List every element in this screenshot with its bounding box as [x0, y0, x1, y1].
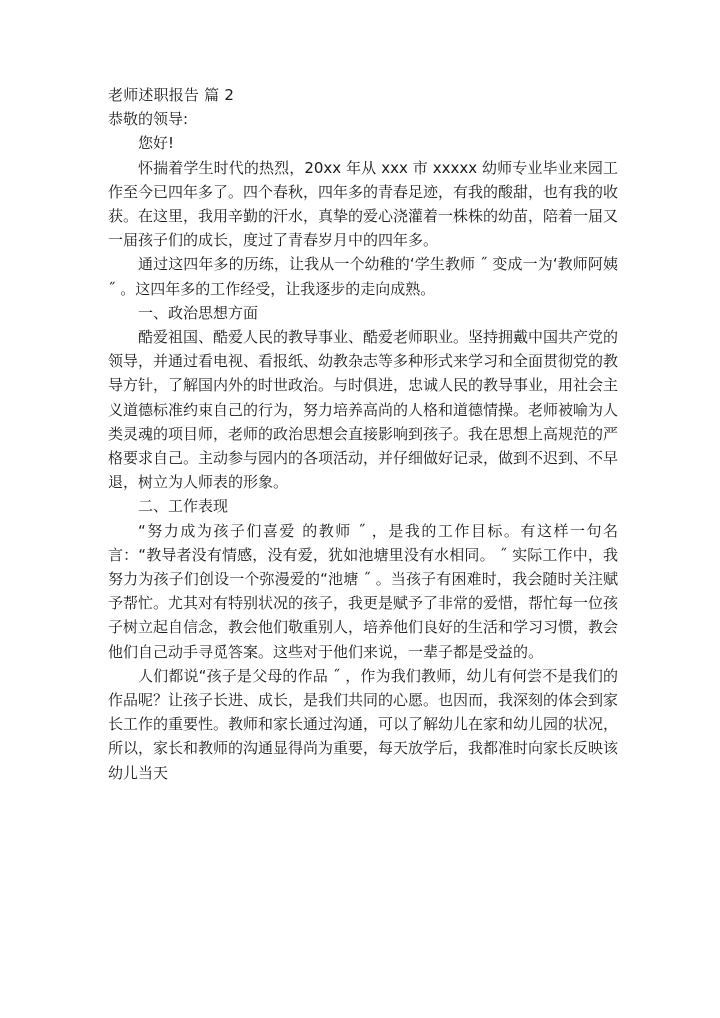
document-page [108, 83, 618, 785]
document-title: 老师述职报告 篇 2 [108, 86, 235, 104]
salutation: 恭敬的领导: [108, 110, 189, 129]
paragraph-politics: 酷爱祖国、酷爱人民的教导事业、酷爱老师职业。坚持拥戴中国共产党的领导，并通过看电视、看报纸、幼教杂志等多种形式来学习和全面贯彻党的教导方针，了解国内外的时世政治。与时俱进，忠诚人民的教导事业，用社会主义道德标准约束自己的行为，努力培养高尚的人格和道德情操。老师被喻为人类灵魂的项目师，老师的政治思想会直接影响到孩子。我在思想上高规范的严格要求自己。主动参与园内的各项活动，并仔细做好记录，做到不迟到、不早退，树立为人师表的形象。 [108, 328, 619, 492]
section-heading-politics: 一、政治思想方面 [138, 303, 259, 322]
paragraph-intro-2: 通过这四年多的历练，让我从一个幼稚的‘学生教师 ˝ 变成一为‘教师阿姨 ˝ 。这四年多的工作经受，让我逐步的走向成熟。 [108, 255, 618, 298]
paragraph-work-2: 人们都说“孩子是父母的作品 ˝ ，作为我们教师，幼儿有何尝不是我们的作品呢？让孩子长进、成长，是我们共同的心愿。也因而，我深刻的体会到家长工作的重要性。教师和家长通过沟通，可以了解幼儿在家和幼儿园的状况，所以，家长和教师的沟通显得尚为重要，每天放学后，我都准时向家长反映该幼儿当天 [108, 666, 619, 782]
greeting: 您好! [138, 134, 175, 153]
section-heading-work: 二、工作表现 [138, 497, 229, 516]
paragraph-intro-1: 怀揣着学生时代的热烈，20xx 年从 xxx 市 xxxxx 幼师专业毕业来园工作至今已四年多了。四个春秋，四年多的青春足迹，有我的酸甜，也有我的收获。在这里，我用辛勤的汗水，真挚的爱心浇灌着一株株的幼苗，陪着一届又一届孩子们的成长，度过了青春岁月中的四年多。 [108, 158, 619, 250]
paragraph-work-1: “努力成为孩子们喜爱 的教师 ˝ ，是我的工作目标。有这样一句名言：“教导者没有情感，没有爱，犹如池塘里没有水相同。 ˝ 实际工作中，我努力为孩子们创设一个弥漫爱的“池塘 ˝ 。当孩子有困难时，我会随时关注赋予帮忙。尤其对有特别状况的孩子，我更是赋予了非常的爱惜，帮忙每一位孩子树立起自信念，教会他们敬重别人，培养他们良好的生活和学习习惯，教会他们自己动手寻觅答案。这些对于他们来说，一辈子都是受益的。 [108, 521, 619, 661]
